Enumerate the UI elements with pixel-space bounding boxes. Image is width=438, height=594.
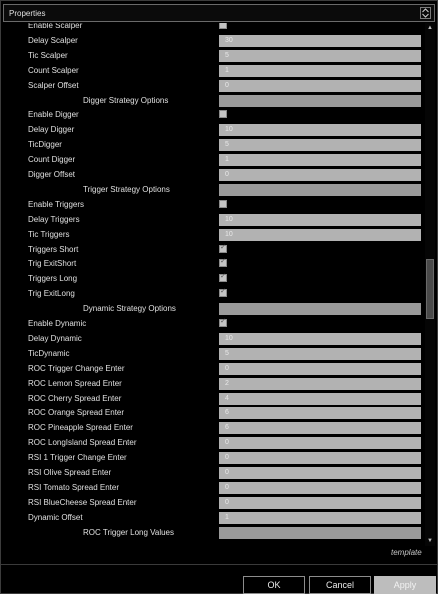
vertical-scrollbar[interactable]: [425, 23, 435, 546]
property-value-field[interactable]: 0: [219, 80, 421, 92]
check-mark-icon: ✓: [220, 318, 226, 325]
property-row: [3, 227, 423, 242]
property-row: [3, 391, 423, 406]
property-value-field[interactable]: 4: [219, 393, 421, 405]
category-value-field[interactable]: [219, 95, 421, 107]
property-row: [3, 182, 423, 197]
chevron-collapse-icon: [421, 8, 430, 18]
property-label: Delay Digger: [28, 125, 75, 135]
property-value-field[interactable]: 1: [219, 512, 421, 524]
property-row: [3, 450, 423, 465]
property-value-field[interactable]: 10: [219, 333, 421, 345]
property-label: Enable Dynamic: [28, 319, 87, 328]
ok-button[interactable]: OK: [243, 576, 305, 594]
property-label: RSI BlueCheese Spread Enter: [28, 497, 137, 507]
property-row: [3, 78, 423, 93]
property-value-field[interactable]: 0: [219, 482, 421, 494]
property-value-field[interactable]: 5: [219, 50, 421, 62]
property-row: [3, 286, 423, 301]
property-label: Enable Digger: [28, 110, 79, 120]
property-label: Count Digger: [28, 155, 76, 165]
property-row: [3, 48, 423, 63]
property-value-field[interactable]: 5: [219, 139, 421, 151]
cancel-button[interactable]: Cancel: [309, 576, 371, 594]
property-value-field[interactable]: 10: [219, 214, 421, 226]
property-value-field[interactable]: 1: [219, 154, 421, 166]
check-mark-icon: ✓: [220, 273, 226, 281]
property-label: Trig ExitLong: [28, 289, 75, 299]
property-value-field[interactable]: 6: [219, 422, 421, 434]
check-mark-icon: ✓: [220, 258, 226, 266]
property-row: [3, 242, 423, 257]
property-row: [3, 361, 423, 376]
category-value-field[interactable]: [219, 527, 421, 539]
category-label: ROC Trigger Long Values: [83, 527, 175, 537]
property-label: RSI Tomato Spread Enter: [28, 482, 120, 492]
property-row: [3, 525, 423, 540]
property-label: ROC Cherry Spread Enter: [28, 393, 122, 403]
property-row: [3, 435, 423, 450]
property-label: Tic Triggers: [28, 229, 70, 239]
property-value-field[interactable]: 0: [219, 452, 421, 464]
property-label: Digger Offset: [28, 170, 75, 179]
property-row: [3, 256, 423, 271]
scroll-down-icon[interactable]: ▼: [427, 538, 433, 544]
property-row: [3, 23, 423, 33]
property-grid: [3, 23, 423, 546]
property-checkbox[interactable]: [219, 200, 227, 208]
category-label: Trigger Strategy Options: [83, 184, 170, 194]
property-value-field[interactable]: 2: [219, 378, 421, 390]
property-value-field[interactable]: 0: [219, 169, 421, 181]
category-value-field[interactable]: [219, 184, 421, 196]
property-row: [3, 316, 423, 331]
property-label: Triggers Long: [28, 274, 78, 284]
property-checkbox[interactable]: [219, 110, 227, 118]
property-label: ROC Orange Spread Enter: [28, 408, 125, 418]
property-label: ROC Trigger Change Enter: [28, 363, 125, 373]
property-label: Delay Scalper: [28, 35, 78, 45]
property-checkbox[interactable]: [219, 289, 227, 297]
property-label: Enable Triggers: [28, 199, 85, 209]
window-title: Properties: [9, 9, 46, 18]
property-row: [3, 510, 423, 525]
property-label: Scalper Offset: [28, 80, 79, 90]
property-value-field[interactable]: 0: [219, 363, 421, 375]
property-row: [3, 93, 423, 108]
property-row: [3, 63, 423, 78]
property-row: [3, 212, 423, 227]
scroll-thumb[interactable]: [426, 259, 434, 319]
property-checkbox[interactable]: [219, 319, 227, 327]
property-label: Delay Dynamic: [28, 333, 82, 343]
property-label: Delay Triggers: [28, 214, 80, 224]
property-label: Count Scalper: [28, 65, 79, 75]
property-value-field[interactable]: 10: [219, 229, 421, 241]
property-row: [3, 137, 423, 152]
property-row: [3, 465, 423, 480]
property-row: [3, 122, 423, 137]
property-label: TicDigger: [28, 140, 62, 150]
property-label: RSI Olive Spread Enter: [28, 468, 112, 477]
category-label: Dynamic Strategy Options: [83, 304, 176, 314]
property-label: ROC LongIsland Spread Enter: [28, 438, 137, 448]
property-label: RSI 1 Trigger Change Enter: [28, 453, 127, 463]
property-label: ROC Pineapple Spread Enter: [28, 423, 133, 433]
property-row: [3, 376, 423, 391]
property-value-field[interactable]: 0: [219, 497, 421, 509]
property-checkbox[interactable]: [219, 23, 227, 29]
property-row: [3, 346, 423, 361]
property-value-field[interactable]: 5: [219, 348, 421, 360]
property-row: [3, 197, 423, 212]
property-label: Triggers Short: [28, 244, 79, 254]
collapse-toggle[interactable]: [420, 7, 431, 19]
property-row: [3, 271, 423, 286]
property-label: Dynamic Offset: [28, 512, 83, 522]
property-row: [3, 495, 423, 510]
property-value-field[interactable]: 0: [219, 467, 421, 479]
property-row: [3, 107, 423, 122]
property-checkbox[interactable]: [219, 259, 227, 267]
property-value-field[interactable]: 30: [219, 35, 421, 47]
property-value-field[interactable]: 6: [219, 407, 421, 419]
property-label: ROC Lemon Spread Enter: [28, 378, 122, 388]
property-row: [3, 405, 423, 420]
property-row: [3, 152, 423, 167]
property-row: [3, 301, 423, 316]
scroll-up-icon[interactable]: ▲: [427, 25, 433, 31]
template-link[interactable]: template: [391, 548, 422, 557]
check-mark-icon: ✓: [220, 243, 226, 251]
property-value-field[interactable]: 10: [219, 124, 421, 136]
property-label: TicDynamic: [28, 348, 70, 358]
category-value-field[interactable]: [219, 303, 421, 315]
check-mark-icon: ✓: [220, 288, 226, 296]
property-value-field[interactable]: 0: [219, 437, 421, 449]
property-label: Trig ExitShort: [28, 259, 77, 269]
property-value-field[interactable]: 1: [219, 65, 421, 77]
property-checkbox[interactable]: [219, 274, 227, 282]
property-row: [3, 420, 423, 435]
property-label: Enable Scalper: [28, 23, 83, 30]
property-row: [3, 33, 423, 48]
properties-header: [3, 4, 435, 22]
dialog-button-bar: [1, 564, 437, 594]
property-row: [3, 167, 423, 182]
property-label: Tic Scalper: [28, 50, 68, 60]
apply-button[interactable]: Apply: [374, 576, 436, 594]
property-checkbox[interactable]: [219, 245, 227, 253]
property-row: [3, 331, 423, 346]
property-row: [3, 480, 423, 495]
category-label: Digger Strategy Options: [83, 95, 169, 105]
